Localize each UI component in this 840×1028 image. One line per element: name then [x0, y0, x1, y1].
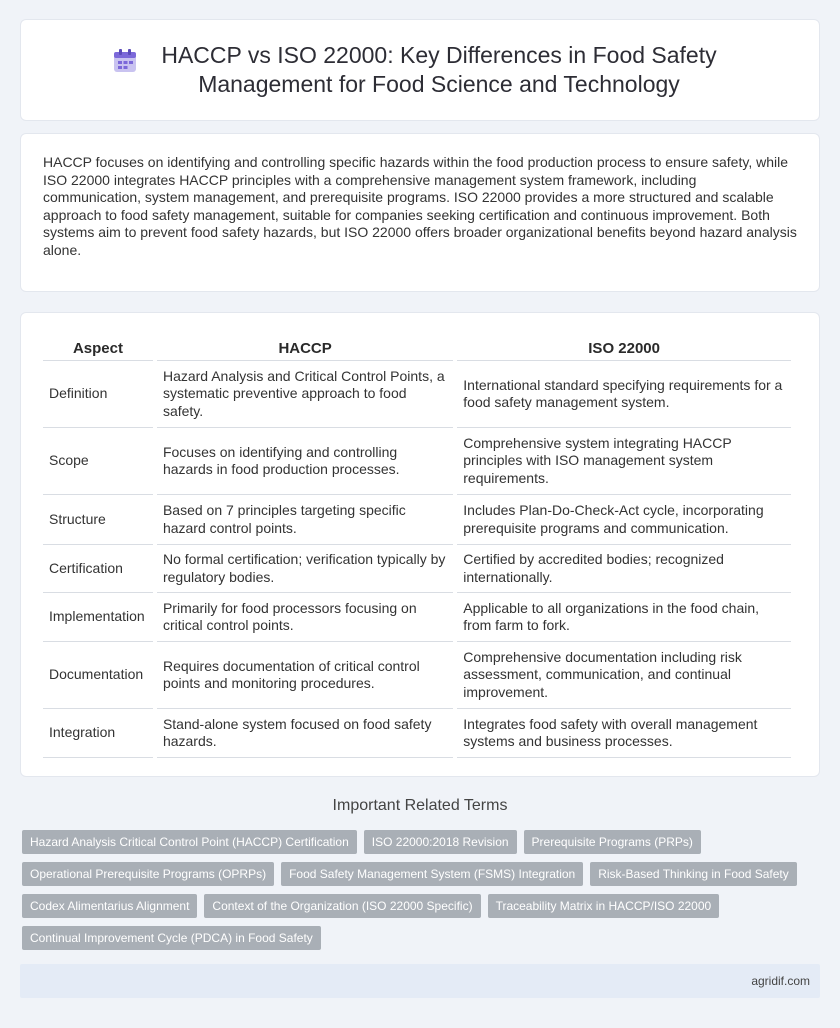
aspect-cell: Structure — [43, 495, 153, 545]
table-row — [43, 593, 791, 642]
aspect-cell: Certification — [43, 545, 153, 593]
table-row — [43, 495, 791, 545]
haccp-cell: Requires documentation of critical control points and monitoring procedures. — [157, 642, 453, 709]
iso-cell: Comprehensive system integrating HACCP principles with ISO management system requirements. — [457, 428, 791, 495]
aspect-cell: Implementation — [43, 593, 153, 642]
aspect-cell: Integration — [43, 709, 153, 758]
comparison-table — [39, 333, 795, 758]
calendar-icon — [111, 47, 139, 75]
footer-site[interactable]: agridif.com — [751, 974, 810, 988]
table-header-row — [43, 333, 791, 361]
related-term-tag[interactable]: Context of the Organization (ISO 22000 Specific) — [204, 894, 480, 918]
iso-cell: Integrates food safety with overall management systems and business processes. — [457, 709, 791, 758]
aspect-cell: Documentation — [43, 642, 153, 709]
table-row — [43, 361, 791, 428]
page-title: HACCP vs ISO 22000: Key Differences in Food Safety Management for Food Science and Technology — [161, 42, 717, 97]
table-row — [43, 428, 791, 495]
footer-bar — [20, 964, 820, 998]
summary-card — [20, 133, 820, 292]
related-term-tag[interactable]: Risk-Based Thinking in Food Safety — [590, 862, 797, 886]
title-card — [20, 19, 820, 121]
iso-cell: Applicable to all organizations in the food chain, from farm to fork. — [457, 593, 791, 642]
related-term-tag[interactable]: Prerequisite Programs (PRPs) — [524, 830, 701, 854]
haccp-cell: Hazard Analysis and Critical Control Points, a systematic preventive approach to food safety. — [157, 361, 453, 428]
header-haccp: HACCP — [157, 333, 453, 361]
related-term-tag[interactable]: Food Safety Management System (FSMS) Integration — [281, 862, 583, 886]
title-wrap — [111, 41, 729, 99]
related-terms-title: Important Related Terms — [332, 797, 508, 814]
table-row — [43, 642, 791, 709]
header-aspect: Aspect — [43, 333, 153, 361]
haccp-cell: Primarily for food processors focusing on critical control points. — [157, 593, 453, 642]
related-term-tag[interactable]: Hazard Analysis Critical Control Point (HACCP) Certification — [22, 830, 357, 854]
haccp-cell: No formal certification; verification typically by regulatory bodies. — [157, 545, 453, 593]
haccp-cell: Stand-alone system focused on food safety hazards. — [157, 709, 453, 758]
related-term-tag[interactable]: Codex Alimentarius Alignment — [22, 894, 197, 918]
related-term-tag[interactable]: Continual Improvement Cycle (PDCA) in Food Safety — [22, 926, 321, 950]
aspect-cell: Scope — [43, 428, 153, 495]
aspect-cell: Definition — [43, 361, 153, 428]
haccp-cell: Based on 7 principles targeting specific hazard control points. — [157, 495, 453, 545]
table-row — [43, 709, 791, 758]
related-term-tag[interactable]: Operational Prerequisite Programs (OPRPs) — [22, 862, 274, 886]
summary-text: HACCP focuses on identifying and controlling specific hazards within the food production process to ensure safety, while ISO 22000 integrates HACCP principles with a comprehensive management system framework, including communication, system management, and prerequisite programs. ISO 22000 provides a more structured and scalable approach to food safety management, suitable for companies seeking certification and continuous improvement. Both systems aim to prevent food safety hazards, but ISO 22000 offers broader organizational benefits beyond hazard analysis alone. — [43, 154, 797, 258]
related-terms-list — [22, 830, 812, 950]
comparison-table-card — [20, 312, 820, 777]
iso-cell: Certified by accredited bodies; recognized internationally. — [457, 545, 791, 593]
related-term-tag[interactable]: Traceability Matrix in HACCP/ISO 22000 — [488, 894, 720, 918]
header-iso22000: ISO 22000 — [457, 333, 791, 361]
iso-cell: Comprehensive documentation including risk assessment, communication, and continual improvement. — [457, 642, 791, 709]
related-term-tag[interactable]: ISO 22000:2018 Revision — [364, 830, 517, 854]
table-row — [43, 545, 791, 593]
iso-cell: Includes Plan-Do-Check-Act cycle, incorporating prerequisite programs and communication. — [457, 495, 791, 545]
iso-cell: International standard specifying requirements for a food safety management system. — [457, 361, 791, 428]
haccp-cell: Focuses on identifying and controlling hazards in food production processes. — [157, 428, 453, 495]
